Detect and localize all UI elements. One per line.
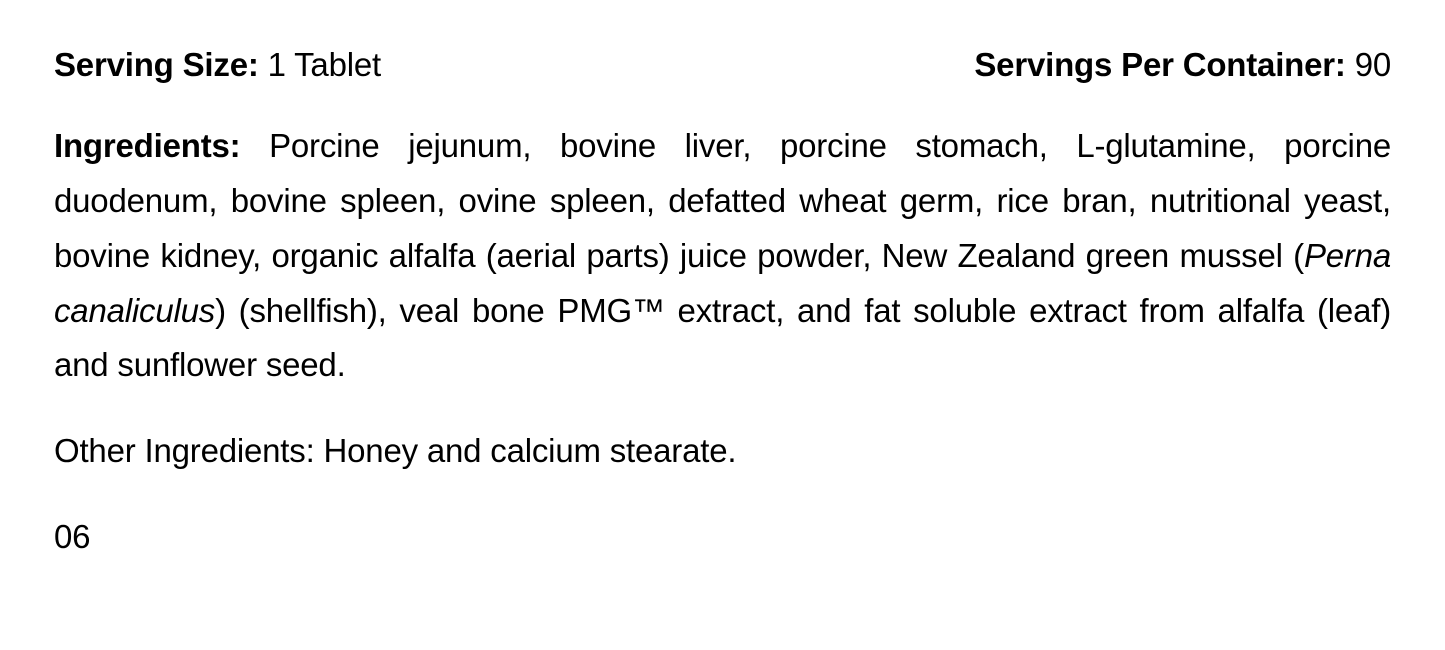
serving-size-label: Serving Size: [54,46,259,83]
servings-per-container-value: 90 [1354,46,1391,83]
serving-info-row [54,44,1391,85]
other-ingredients-paragraph: Other Ingredients: Honey and calcium stearate. [54,432,737,470]
serving-size [54,44,381,85]
ingredients-species-name: Perna canaliculus [54,236,1391,329]
ingredients-paragraph [54,119,1391,393]
ingredients-heading: Ingredients: [54,127,241,165]
ingredients-text-part-1: Porcine jejunum, bovine liver, porcine stomach, L-glutamine, porcine duodenum, bovine spleen, ovine spleen, defatted wheat germ, rice bran, nutritional yeast, bovine kidney, organic alfalfa (aerial parts) juice powder, New Zealand green mussel ( [54,127,1391,274]
ingredients-text-part-2: ) (shellfish), veal bone PMG™ extract, and fat soluble extract from alfalfa (leaf) and sunflower seed. [54,291,1391,384]
serving-size-value: 1 Tablet [267,46,381,83]
label-code: 06 [54,517,91,555]
servings-per-container-label: Servings Per Container: [974,46,1346,83]
servings-per-container [974,44,1391,85]
